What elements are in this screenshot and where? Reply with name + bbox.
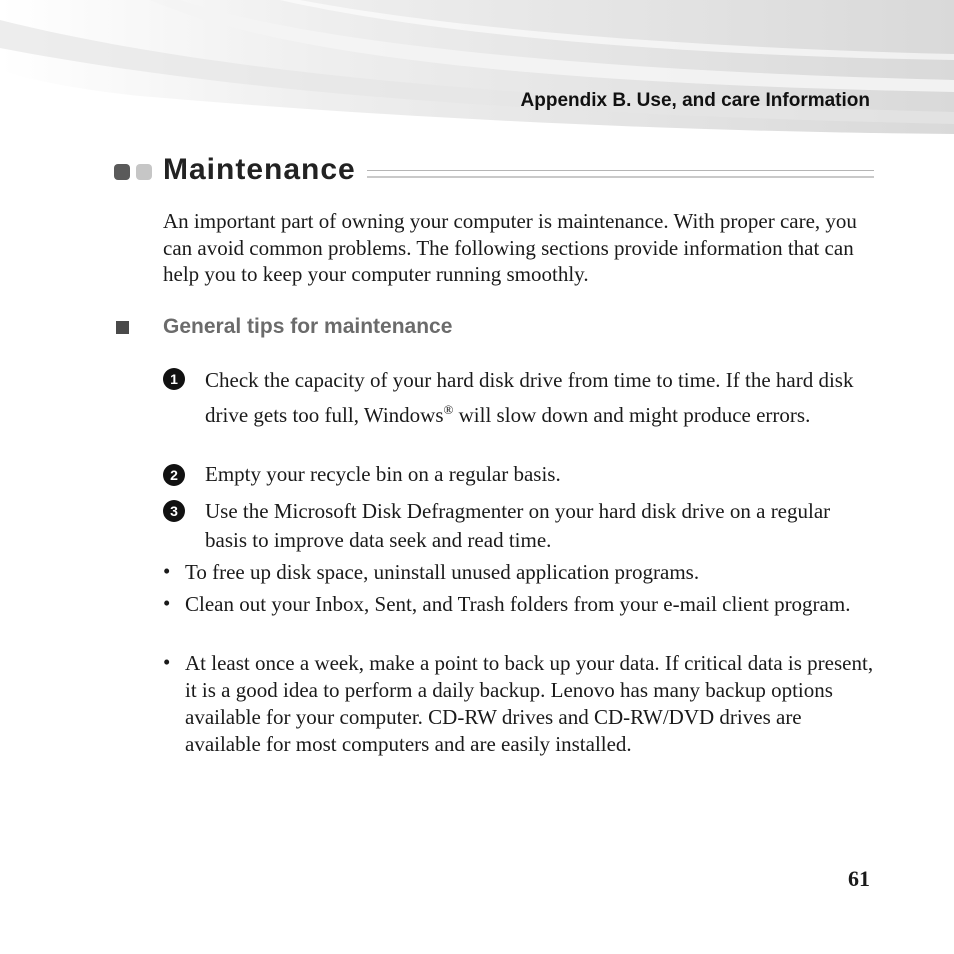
step-number-badge: 3: [163, 500, 185, 522]
intro-paragraph: An important part of owning your computer is maintenance. With proper care, you can avoid common problems. The following sections provide information that can help you to keep your computer running smoothly.: [163, 209, 857, 286]
subsection-row: [116, 315, 876, 343]
header-band: [0, 0, 954, 140]
step-number-badge: 2: [163, 464, 185, 486]
section-title-row: [114, 152, 874, 192]
square-bullet-icon: [116, 321, 129, 334]
title-rule: [367, 170, 874, 178]
step-number-badge: 1: [163, 368, 185, 390]
bullet-dot-icon: •: [163, 559, 171, 583]
bullet-dot-icon: •: [163, 650, 171, 674]
subsection-heading: General tips for maintenance: [163, 315, 453, 338]
bullet-dot-icon: •: [163, 591, 171, 615]
bullet-text: To free up disk space, uninstall unused application programs.: [185, 560, 700, 584]
page-number: 61: [848, 866, 870, 891]
bullet-text: At least once a week, make a point to back up your data. If critical data is present, it is a good idea to perform a daily backup. Lenovo has many backup options available for your computer. CD-RW drives and CD-RW/DVD drives are available for most computers and are easily installed.: [185, 651, 874, 756]
step-text: Use the Microsoft Disk Defragmenter on your hard disk drive on a regular basis to improve data seek and read time.: [205, 499, 831, 552]
step-text: Empty your recycle bin on a regular basis.: [205, 462, 561, 486]
running-header: Appendix B. Use, and care Information: [520, 90, 870, 111]
step-text: Check the capacity of your hard disk drive from time to time. If the hard disk drive gets too full, Windows® will slow down and might produce errors.: [205, 368, 854, 427]
bullet-text: Clean out your Inbox, Sent, and Trash folders from your e-mail client program.: [185, 592, 851, 616]
section-title: Maintenance: [163, 153, 356, 186]
